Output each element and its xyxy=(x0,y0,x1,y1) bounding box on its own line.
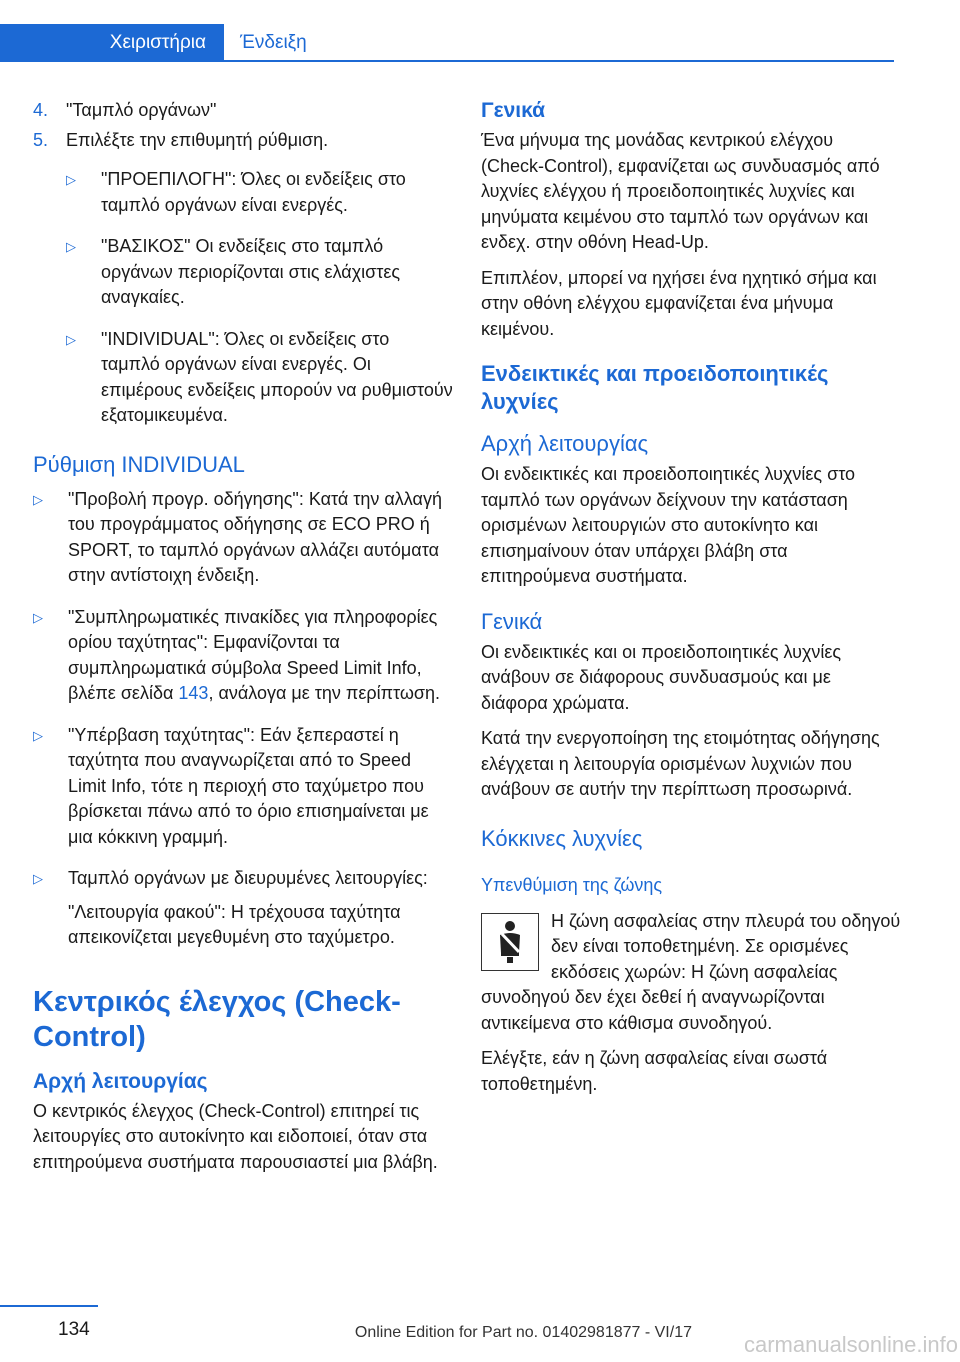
page-number: 134 xyxy=(58,1319,90,1340)
option-basic xyxy=(66,234,453,311)
heading-individual: Ρύθμιση INDIVIDUAL xyxy=(33,451,245,477)
edition-text: Online Edition for Part no. 01402981877 - VI/17 xyxy=(354,1324,692,1341)
left-column xyxy=(33,98,453,1185)
triangle-bullet-icon: ▷ xyxy=(33,609,43,625)
list-item xyxy=(33,98,453,124)
footer-divider xyxy=(0,1305,98,1307)
bullet-text: Ταμπλό οργάνων με διευρυμένες λειτουργίες: xyxy=(68,868,428,888)
setting-extended-cluster xyxy=(33,866,453,892)
tab-display[interactable]: Ένδειξη xyxy=(240,32,307,53)
bullet-text-part: "Συμπληρωματικές πινακίδες για πληροφορίες ορίου ταχύτητας": Εμφανίζονται τα συμπληρωματικά σύμβολα Speed Limit Info, βλέπε σελίδα xyxy=(68,606,438,703)
bullet-text: "Προβολή προγρ. οδήγησης": Κατά την αλλαγή του προγράμματος οδήγησης σε ECO PRO ή SPORT, το ταμπλό οργάνων αλλάζει αυτόματα στην αντίστοιχη ένδειξη. xyxy=(68,488,442,585)
right-column xyxy=(481,98,901,1107)
paragraph-belt-2: Ελέγξτε, εάν η ζώνη ασφαλείας είναι σωστά τοποθετημένη. xyxy=(481,1048,828,1094)
tab-controls[interactable]: Χειριστήρια xyxy=(0,24,224,62)
triangle-bullet-icon: ▷ xyxy=(66,172,76,187)
triangle-bullet-icon: ▷ xyxy=(33,491,43,507)
paragraph-general-1: Ένα μήνυμα της μονάδας κεντρικού ελέγχου (Check-Control), εμφανίζεται ως συνδυασμός από λυχνίες ελέγχου ή προειδοποιητικές λυχνίες και μηνύματα κειμένου στο ταμπλό των οργάνων και ενδεχ. στην οθόνη Head-Up. xyxy=(481,130,880,252)
triangle-bullet-icon: ▷ xyxy=(66,239,76,254)
bullet-text: "Υπέρβαση ταχύτητας": Εάν ξεπεραστεί η ταχύτητα που αναγνωρίζεται από το Speed Limit Info, τότε η περιοχή στο ταχύμετρο που βρίσκεται πάνω από το όριο επισημαίνεται με μια κόκκινη γραμμή. xyxy=(68,724,429,847)
bullet-text xyxy=(68,605,453,707)
heading-principle-2: Αρχή λειτουργίας xyxy=(481,431,649,456)
bullet-text: "ΒΑΣΙΚΟΣ" Οι ενδείξεις στο ταμπλό οργάνων περιορίζονται στις ελάχιστες αναγκαίες. xyxy=(101,236,401,307)
paragraph-belt-1: Η ζώνη ασφαλείας στην πλευρά του οδηγού δεν είναι τοποθετημένη. Σε ορισμένες εκδόσεις χωρών: Η ζώνη ασφαλείας συνοδηγού δεν έχει δεθεί ή αναγνωρίζονται αντικείμενα στο κάθισμα συνοδηγού. xyxy=(481,910,901,1033)
triangle-bullet-icon: ▷ xyxy=(33,727,43,743)
paragraph-general-4: Κατά την ενεργοποίηση της ετοιμότητας οδήγησης ελέγχεται η λειτουργία ορισμένων λυχνιών που ανάβουν σε αυτήν την περίπτωση προσωρινά. xyxy=(481,728,880,799)
option-individual xyxy=(66,327,453,429)
item-text: Επιλέξτε την επιθυμητή ρύθμιση. xyxy=(66,129,329,150)
item-text: "Ταμπλό οργάνων" xyxy=(66,100,217,120)
heading-general-2: Γενικά xyxy=(481,608,543,634)
bullet-text: "INDIVIDUAL": Όλες οι ενδείξεις στο ταμπλό οργάνων είναι ενεργές. Οι επιμέρους ενδείξεις μπορούν να ρυθμιστούν εξατομικευμένα. xyxy=(101,328,453,425)
heading-principle: Αρχή λειτουργίας xyxy=(33,1069,208,1093)
bullet-text-part: , ανάλογα με την περίπτωση. xyxy=(208,683,441,703)
header-divider xyxy=(224,60,894,62)
setting-speed-limit-signs xyxy=(33,605,453,707)
item-number: 5. xyxy=(33,129,49,150)
paragraph-principle-2: Οι ενδεικτικές και προειδοποιητικές λυχνίες στο ταμπλό των οργάνων δείχνουν την κατάσταση ορισμένων λειτουργιών στο αυτοκίνητο και επισημαίνουν όταν υπάρχει βλάβη στα επιτηρούμενα συστήματα. xyxy=(481,464,856,586)
heading-belt-reminder: Υπενθύμιση της ζώνης xyxy=(481,874,663,895)
option-default xyxy=(66,167,453,218)
setting-drive-mode xyxy=(33,487,453,589)
heading-general: Γενικά xyxy=(481,99,546,122)
triangle-bullet-icon: ▷ xyxy=(66,331,76,347)
bullet-continuation: "Λειτουργία φακού": Η τρέχουσα ταχύτητα απεικονίζεται μεγεθυμένη στο ταχύμετρο. xyxy=(68,901,401,947)
heading-check-control: Κεντρικός έλεγχος (Check-Control) xyxy=(33,985,401,1053)
paragraph-general-2: Επιπλέον, μπορεί να ηχήσει ένα ηχητικό σήμα και στην οθόνη ελέγχου εμφανίζεται ένα μήνυμα κειμένου. xyxy=(481,267,877,339)
page-header xyxy=(0,0,960,62)
paragraph-general-3: Οι ενδεικτικές και οι προειδοποιητικές λυχνίες ανάβουν σε διάφορους συνδυασμούς και με διάφορα χρώματα. xyxy=(481,641,842,713)
triangle-bullet-icon: ▷ xyxy=(33,871,43,886)
list-item xyxy=(33,128,453,154)
belt-reminder-block xyxy=(481,909,901,1037)
seatbelt-icon xyxy=(481,913,539,971)
setting-overspeed xyxy=(33,723,453,851)
bullet-text: "ΠΡΟΕΠΙΛΟΓΗ": Όλες οι ενδείξεις στο ταμπλό οργάνων είναι ενεργές. xyxy=(101,169,406,215)
heading-lamps: Ενδεικτικές και προειδοποιητικές λυχνίες xyxy=(481,361,829,414)
page-link[interactable]: 143 xyxy=(178,683,209,703)
watermark: carmanualsonline.info xyxy=(743,1332,958,1357)
paragraph-principle: Ο κεντρικός έλεγχος (Check-Control) επιτηρεί τις λειτουργίες στο αυτοκίνητο και ειδοποιεί, όταν στα επιτηρούμενα συστήματα παρουσιαστεί μια βλάβη. xyxy=(33,1100,438,1172)
heading-red-lamps: Κόκκινες λυχνίες xyxy=(481,825,643,851)
item-number: 4. xyxy=(33,100,49,120)
